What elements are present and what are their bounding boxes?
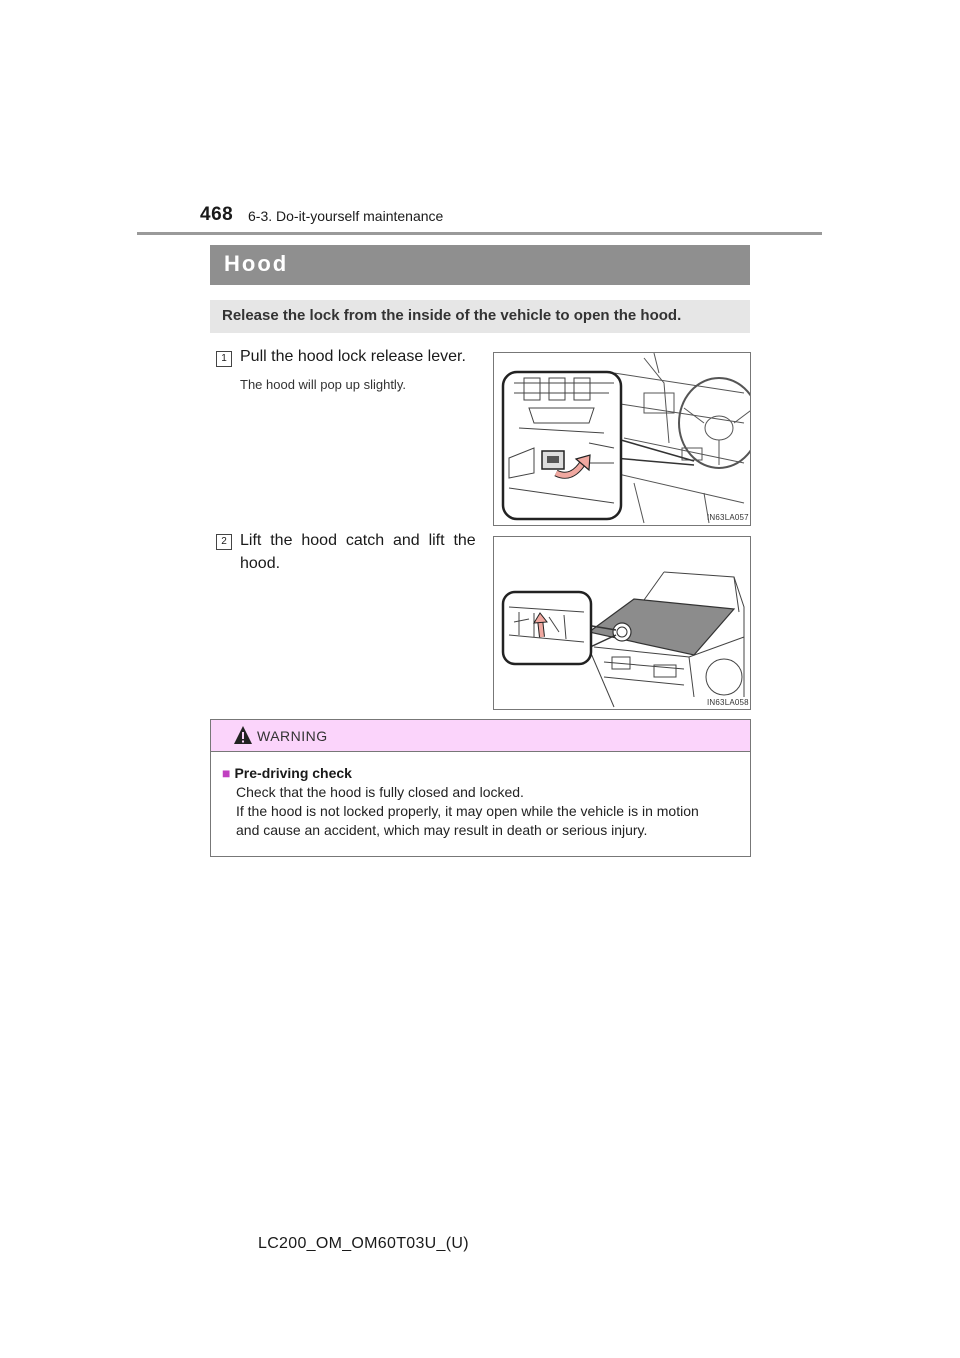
step-2-text-line1: Lift the hood catch and lift the	[240, 532, 476, 549]
warning-box	[210, 719, 751, 857]
document-code-footer: LC200_OM_OM60T03U_(U)	[258, 1235, 469, 1252]
step-1-note: The hood will pop up slightly.	[240, 377, 406, 392]
vehicle-front-illustration	[494, 537, 750, 709]
warning-label: WARNING	[257, 728, 328, 744]
warning-line-2: If the hood is not locked properly, it may open while the vehicle is in motion	[236, 803, 699, 819]
figure-hood-lock-release-lever	[493, 352, 751, 526]
header-divider	[137, 232, 822, 235]
page-number: 468	[200, 204, 234, 225]
warning-title	[222, 765, 352, 781]
intro-box	[210, 300, 750, 333]
figure-2-code: IN63LA058	[707, 698, 749, 707]
step-2-text-line2: hood.	[240, 555, 281, 572]
step-1-text: Pull the hood lock release lever.	[240, 348, 466, 365]
warning-triangle-icon	[233, 725, 253, 745]
step-1-badge: 1	[216, 351, 232, 367]
warning-line-1: Check that the hood is fully closed and locked.	[236, 784, 524, 800]
section-title: Hood	[224, 251, 289, 276]
figure-1-code: IN63LA057	[707, 513, 749, 522]
section-title-bar	[210, 245, 750, 285]
section-reference: 6-3. Do-it-yourself maintenance	[248, 208, 444, 224]
step-2-badge: 2	[216, 534, 232, 550]
warning-title-text: Pre-driving check	[234, 765, 352, 781]
figure-lift-hood	[493, 536, 751, 710]
interior-dashboard-illustration	[494, 353, 750, 525]
warning-header	[211, 720, 750, 752]
warning-line-3: and cause an accident, which may result in death or serious injury.	[236, 822, 648, 838]
bullet-square-icon: ■	[222, 765, 231, 781]
intro-text: Release the lock from the inside of the vehicle to open the hood.	[222, 307, 682, 324]
